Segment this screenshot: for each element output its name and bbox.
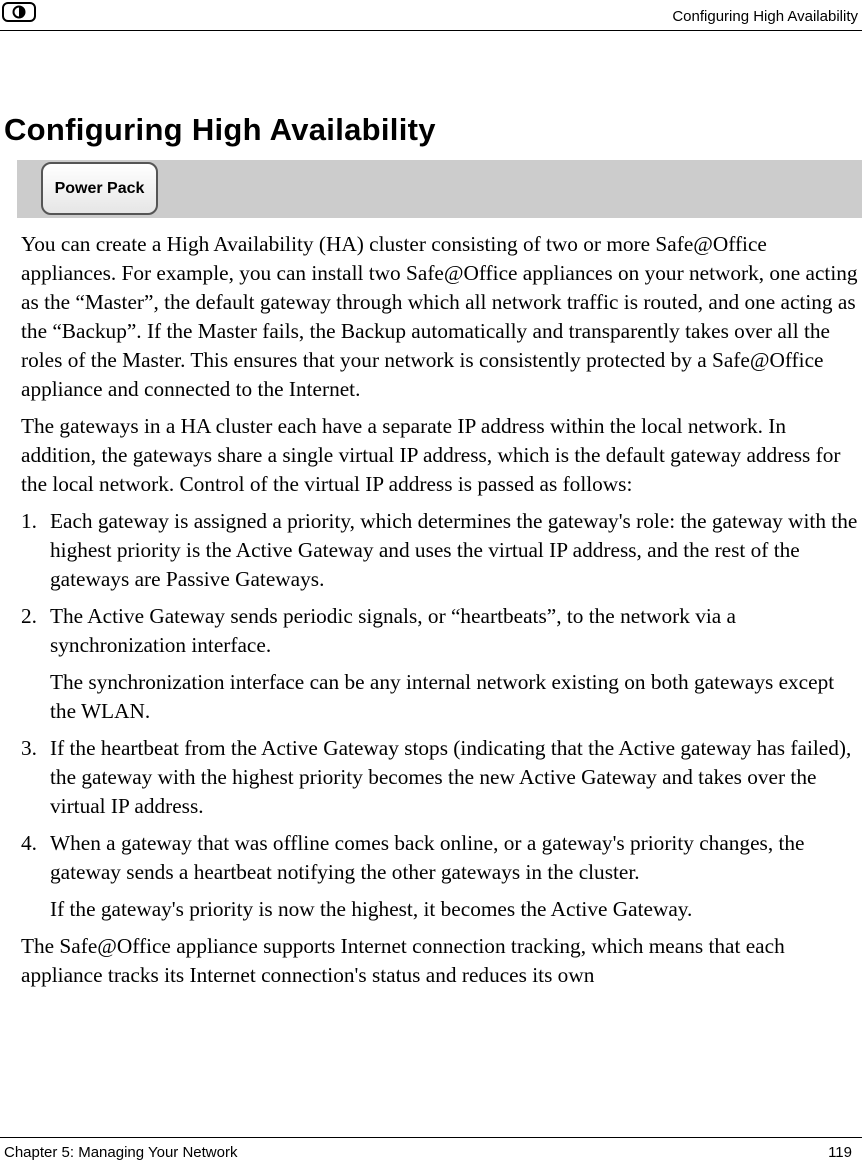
step-note: If the gateway's priority is now the highest, it becomes the Active Gateway. bbox=[50, 897, 693, 921]
header-divider bbox=[0, 30, 862, 31]
list-item bbox=[21, 507, 861, 594]
step-text: The Active Gateway sends periodic signals, or “heartbeats”, to the network via a synchronization interface. bbox=[50, 604, 736, 657]
page-header bbox=[0, 0, 862, 32]
step-number: 2. bbox=[21, 604, 37, 628]
step-number: 1. bbox=[21, 509, 37, 533]
page-title: Configuring High Availability bbox=[4, 112, 436, 147]
cluster-paragraph: The gateways in a HA cluster each have a separate IP address within the local network. In addition, the gateways share a single virtual IP address, which is the default gateway address for the local network. Control of the virtual IP address is passed as follows: bbox=[21, 414, 841, 496]
page-number: 119 bbox=[828, 1144, 852, 1161]
steps-list bbox=[21, 507, 861, 924]
footer-divider bbox=[0, 1137, 862, 1138]
body-content bbox=[21, 230, 861, 998]
badge-bar bbox=[17, 160, 862, 218]
power-pack-badge: Power Pack bbox=[41, 162, 158, 215]
intro-paragraph: You can create a High Availability (HA) cluster consisting of two or more Safe@Office appliances. For example, you can install two Safe@Office appliances on your network, one acting as the “Master”, the default gateway through which all network traffic is routed, and one acting as the “Backup”. If the Master fails, the Backup automatically and transparently takes over all the roles of the Master. This ensures that your network is consistently protected by a Safe@Office appliance and connected to the Internet. bbox=[21, 232, 858, 401]
step-number: 3. bbox=[21, 736, 37, 760]
step-text: Each gateway is assigned a priority, which determines the gateway's role: the gateway with the highest priority is the Active Gateway and uses the virtual IP address, and the rest of the gateways are Passive Gateways. bbox=[50, 509, 858, 591]
step-text: If the heartbeat from the Active Gateway stops (indicating that the Active gateway has failed), the gateway with the highest priority becomes the new Active Gateway and takes over the virtual IP address. bbox=[50, 736, 852, 818]
list-item bbox=[21, 829, 861, 924]
step-note: The synchronization interface can be any internal network existing on both gateways except the WLAN. bbox=[50, 670, 835, 723]
safe-at-office-logo-icon bbox=[2, 2, 36, 22]
list-item bbox=[21, 602, 861, 726]
closing-paragraph: The Safe@Office appliance supports Internet connection tracking, which means that each appliance tracks its Internet connection's status and reduces its own bbox=[21, 934, 785, 987]
running-title: Configuring High Availability bbox=[672, 8, 858, 25]
step-text: When a gateway that was offline comes back online, or a gateway's priority changes, the gateway sends a heartbeat notifying the other gateways in the cluster. bbox=[50, 831, 805, 884]
list-item bbox=[21, 734, 861, 821]
step-number: 4. bbox=[21, 831, 37, 855]
chapter-label: Chapter 5: Managing Your Network bbox=[4, 1144, 238, 1161]
